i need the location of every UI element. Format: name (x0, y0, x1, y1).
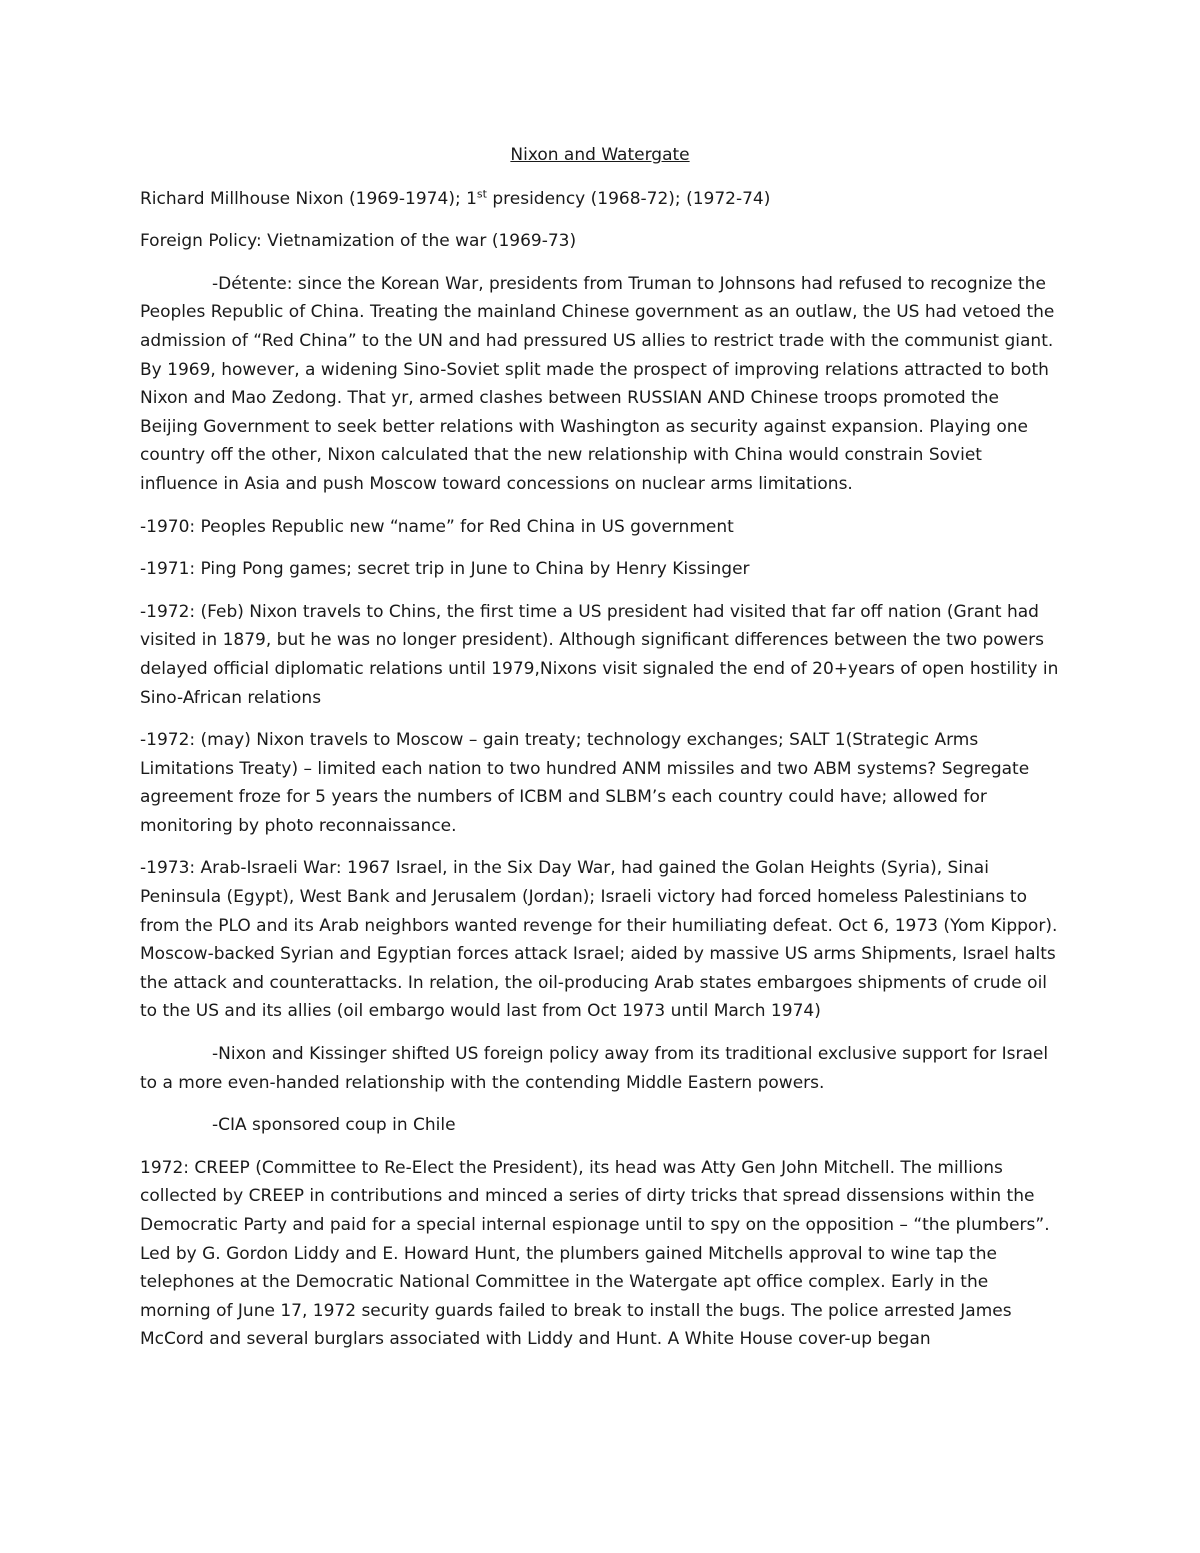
policy-shift-paragraph: -Nixon and Kissinger shifted US foreign policy away from its traditional exclusive support for Israel to a more even-handed relationship with the contending Middle Eastern powers. (140, 1044, 1049, 1093)
item-1973: -1973: Arab-Israeli War: 1967 Israel, in the Six Day War, had gained the Golan Heights (Syria), Sinai Peninsula (Egypt), West Bank and Jerusalem (Jordan); Israeli victory had forced homeless Palestinians to from the PLO and its Arab neighbors wanted revenge for their humiliating defeat. Oct 6, 1973 (Yom Kippor). Moscow-backed Syrian and Egyptian forces attack Israel; aided by massive US arms Shipments, Israel halts the attack and counterattacks. In relation, the oil-producing Arab states embargoes shipments of crude oil to the US and its allies (oil embargo would last from Oct 1973 until March 1974) (140, 858, 1058, 1022)
presidency-text-end: presidency (1968-72); (1972-74) (486, 188, 771, 209)
item-1972-feb: -1972: (Feb) Nixon travels to Chins, the first time a US president had visited that far off nation (Grant had visited in 1879, but he was no longer president). Although significant differences between the two powers delayed official diplomatic relations until 1979,Nixons visit signaled the end of 20+years of open hostility in Sino-African relations (140, 601, 1059, 708)
item-1970: -1970: Peoples Republic new “name” for Red China in US government (140, 516, 734, 537)
foreign-policy-heading: Foreign Policy: Vietnamization of the war (1969-73) (140, 231, 577, 252)
document-body (140, 141, 1060, 1368)
presidency-line (140, 185, 1060, 214)
item-1972-may: -1972: (may) Nixon travels to Moscow – gain treaty; technology exchanges; SALT 1(Strategic Arms Limitations Treaty) – limited each nation to two hundred ANM missiles and two ABM systems? Segregate agreement froze for 5 years the numbers of ICBM and SLBM’s each country could have; allowed for monitoring by photo reconnaissance. (140, 730, 1030, 836)
creep-paragraph: 1972: CREEP (Committee to Re-Elect the President), its head was Atty Gen John Mitchell. The millions collected by CREEP in contributions and minced a series of dirty tricks that spread dissensions within the Democratic Party and paid for a special internal espionage until to spy on the opposition – “the plumbers”. Led by G. Gordon Liddy and E. Howard Hunt, the plumbers gained Mitchells approval to wine tap the telephones at the Democratic National Committee in the Watergate apt office complex. Early in the morning of June 17, 1972 security guards failed to break to install the bugs. The police arrested James McCord and several burglars associated with Liddy and Hunt. A White House cover-up began (140, 1157, 1050, 1350)
detente-paragraph: -Détente: since the Korean War, presidents from Truman to Johnsons had refused to recognize the Peoples Republic of China. Treating the mainland Chinese government as an outlaw, the US had vetoed the admission of “Red China” to the UN and had pressured US allies to restrict trade with the communist giant. By 1969, however, a widening Sino-Soviet split made the prospect of improving relations attracted to both Nixon and Mao Zedong. That yr, armed clashes between RUSSIAN AND Chinese troops promoted the Beijing Government to seek better relations with Washington as security against expansion. Playing one country off the other, Nixon calculated that the new relationship with China would constrain Soviet influence in Asia and push Moscow toward concessions on nuclear arms limitations. (140, 273, 1055, 494)
cia-chile-item: -CIA sponsored coup in Chile (212, 1115, 456, 1136)
item-1971: -1971: Ping Pong games; secret trip in June to China by Henry Kissinger (140, 559, 750, 580)
document-title: Nixon and Watergate (510, 145, 690, 165)
presidency-text-start: Richard Millhouse Nixon (1969-1974); 1 (140, 188, 477, 209)
ordinal-superscript: st (476, 186, 487, 200)
